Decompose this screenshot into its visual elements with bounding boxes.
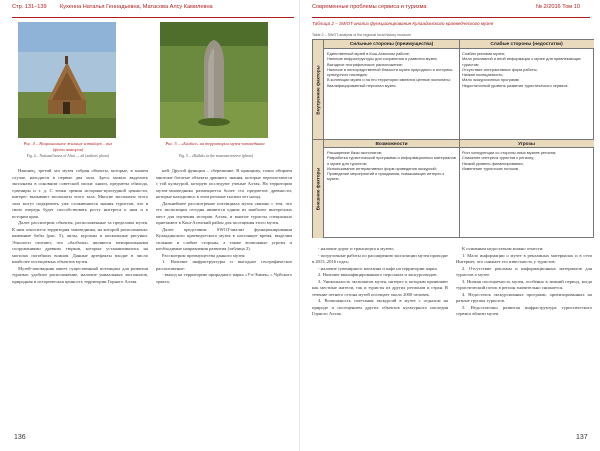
opportunities-cell bbox=[324, 148, 459, 238]
table-subtitle: Table 2 – SWOT-analysis of the regional local history museum bbox=[312, 33, 411, 37]
fig5-caption: Рис. 5 – «Балбал» на территории музея-заповедника bbox=[165, 141, 265, 146]
list-item: Отсутствие интерактивных форм работы; bbox=[462, 66, 538, 72]
list-item: Наличие инфраструктуры для сохранения и развития музея; bbox=[327, 56, 438, 62]
paragraph: 4. Возможность сочетания экскурсий в музее с отдыхом на природе и посещением других объектов культурного наследия Горного Алтая. bbox=[312, 298, 448, 316]
list-item: Единственный музей в Кош-Агачском районе; bbox=[327, 51, 410, 56]
internal-factors-label: Внутренние факторы bbox=[313, 40, 324, 139]
fig4-caption-en: Fig. 4 – National house of Altai — ail (authors' photo) bbox=[26, 154, 110, 158]
paragraph: 2. Отсутствие рекламы и информационных материалов для туристов о музее. bbox=[456, 265, 592, 277]
table-title: Таблица 2 – SWOT-анализ функционирования Кулаадинского краеведческого музея bbox=[312, 21, 494, 26]
fig4-caption: Рис. 4 – Национальное жилище алтайцев – аил (фото авторов) bbox=[23, 141, 113, 152]
list-item: Снижение интереса туристов к региону; bbox=[462, 155, 535, 161]
left-column-1 bbox=[12, 168, 148, 430]
list-item: В коллекции музея и на его территории имеются ценные экспонаты; bbox=[327, 77, 451, 83]
list-item: Низкая посещаемость; bbox=[462, 72, 504, 78]
paragraph: 1. Мало информации о музее в рекламных материалах и в сети Интернет, что снижает его известность у туристов. bbox=[456, 252, 592, 264]
paragraph: Дальнейшее рассмотрение потенциала музея связано с тем, что его экспозиции сегодня являются одним из наиболее интересных мест для изучения истории Алтая, и многие туристы специально приезжают в Кош-Агачский район для посещения этого музея. bbox=[156, 200, 292, 225]
paragraph: Далее представим SWOT-анализ функционирования Кулаадинского краеведческого музея в настоящее время, выделим сильные и слабые стороны, а также возможные угрозы и необходимые направления развития (таблица 2). bbox=[156, 226, 292, 251]
page-range: Стр. 131–139 bbox=[12, 4, 47, 10]
right-column-1 bbox=[312, 246, 448, 430]
paragraph: - наличие сувенирного магазина и кафе на территории парка. bbox=[318, 265, 438, 271]
paragraph: 1. Наличие инфраструктуры и выгодное географическое расположение: bbox=[156, 259, 292, 271]
paragraph: - наличие дорог и транспорта к музею; bbox=[318, 246, 395, 251]
weaknesses-cell bbox=[459, 49, 594, 139]
paragraph: Музей-заповедник имеет существенный потенциал для развития туризма: удобное расположение, наличие уникальных экспонатов, природная и историческая ценность территории Горного Алтая. bbox=[12, 265, 148, 284]
external-factors-label: Внешние факторы bbox=[313, 139, 324, 238]
fig5-caption-en: Fig. 5 – «Balbal» in the museum-reserve (photo) bbox=[178, 154, 254, 158]
table-divider bbox=[313, 139, 594, 140]
list-item: Недостаточный уровень развития туристического сервиса. bbox=[462, 82, 569, 88]
section-lead: К основным недостаткам можно отнести: bbox=[462, 246, 544, 251]
paragraph: 3. Уникальность экспонатов музея, интерес к которым проявляют как местные жители, так и туристы из других регионов и стран. В течение летнего сезона музей посещает около 2000 человек. bbox=[312, 278, 448, 297]
list-item: Слабая реклама музея; bbox=[462, 51, 505, 56]
header-rule bbox=[312, 17, 590, 18]
list-item: Низкий уровень финансирования; bbox=[462, 160, 524, 166]
left-column-2 bbox=[156, 168, 292, 430]
list-item: Разработка туристической программы и информационных материалов о музее для туристов; bbox=[327, 155, 456, 166]
swot-table bbox=[312, 39, 594, 238]
paragraph: 5. Недостаточно развитая инфраструктура туристического сервиса вблизи музея. bbox=[456, 304, 592, 316]
threats-cell bbox=[459, 148, 594, 238]
journal-header: Современные проблемы сервиса и туризма bbox=[312, 4, 427, 10]
page-number-right: 137 bbox=[576, 434, 588, 441]
list-item: Расширение базы экспонатов; bbox=[327, 150, 382, 155]
authors-header: Кухенна Наталья Геннадьевна, Матасова Алсу Камилевна bbox=[60, 4, 213, 10]
issue-header: № 2/2016 Том 10 bbox=[536, 4, 580, 10]
page-number-left: 136 bbox=[14, 434, 26, 441]
weaknesses-header: Слабые стороны (недостатки) bbox=[459, 40, 594, 49]
paragraph: Рассмотрим преимущества данного музея: bbox=[162, 252, 246, 258]
list-item: Рост конкуренции со стороны иных музеев региона; bbox=[462, 150, 557, 155]
paragraph: ней. Другой функции – сбережение. В принципу, точно обираем мнотоме ботатые объекты дрвинего знания, которые переплетаются с той культурой, которую исследуют ученые Алтая. На территории музея-заповедника размещается более ста предметов древности, которые находились в этом регионе тысячи лет назад. bbox=[156, 168, 292, 199]
list-item: Мало экскурсионных программ; bbox=[462, 77, 520, 83]
paragraph: 4. Недостаток экскурсионных программ, ориентированных на разные группы туристов. bbox=[456, 291, 592, 303]
list-item: Проведение мероприятий и праздников, повышающих интерес к музею. bbox=[327, 171, 445, 182]
opportunities-header: Возможности bbox=[324, 139, 459, 148]
fig4-photo bbox=[18, 22, 116, 138]
list-item: Изменение туристских потоков. bbox=[462, 165, 520, 171]
paragraph: 3. Низкая посещаемость музея, особенно в зимний период, когда туристический поток в регион значительно снижается. bbox=[456, 278, 592, 290]
paragraph: 2. Наличие квалифицированного персонала и экскурсоводов. bbox=[318, 272, 438, 277]
paragraph: Далее рассмотрим объекты, расположенные за пределами музея. К ним относится территория заповедника, на которой расположены: каменные бабы (рис. 5), аилы, курганы и наскальные рисунки. Этнологи считают, что «балбалы» являются мемориальными сооружениями древних тюрков, которые устанавливались на могилах погибших воинов. Данные артефакты входят в число наиболее посещаемых объектов музея. bbox=[12, 220, 148, 264]
paragraph: - погрузочные работы по расширению экспозиции музея проводят в 2015–2016 годах; bbox=[312, 252, 448, 264]
strengths-cell bbox=[324, 49, 459, 139]
list-item: Наличие в непосредственной близости музея природного и историко-культурного наследия; bbox=[327, 66, 454, 78]
paragraph: - выход на территорию природного парка «Уч-Энмек» с Чуйского тракта; bbox=[156, 272, 292, 284]
strengths-header: Сильные стороны (преимущества) bbox=[324, 40, 459, 49]
list-item: Мало рекламной и иной информации о музее для привлекающих туристов; bbox=[462, 56, 581, 67]
right-column-2 bbox=[456, 246, 592, 430]
list-item: Квалифицированный персонал музея. bbox=[327, 82, 397, 88]
header-rule bbox=[12, 17, 294, 18]
list-item: Использование интерактивных форм проведения экскурсий; bbox=[327, 165, 437, 171]
threats-header: Угрозы bbox=[459, 139, 594, 148]
list-item: Выгодное географическое расположение; bbox=[327, 61, 403, 67]
paragraph: Наконец, третий зал музея собран объекты, которые, в нашем случае, находятся в первые два зала. Здесь можно выделить экспонаты в основном советской эпохи: книги, предметы обихода, сувениры и т. д. С точки зрения историко-культурной ценности, интерес вызывают экспонаты этого зала. Многие экспонаты этого зала могут подкрепить уже сложившиеся знания туристов, что в свою очередь будет способствовать росту интереса к ним и к истории края. bbox=[12, 168, 148, 219]
fig5-photo bbox=[160, 22, 268, 138]
